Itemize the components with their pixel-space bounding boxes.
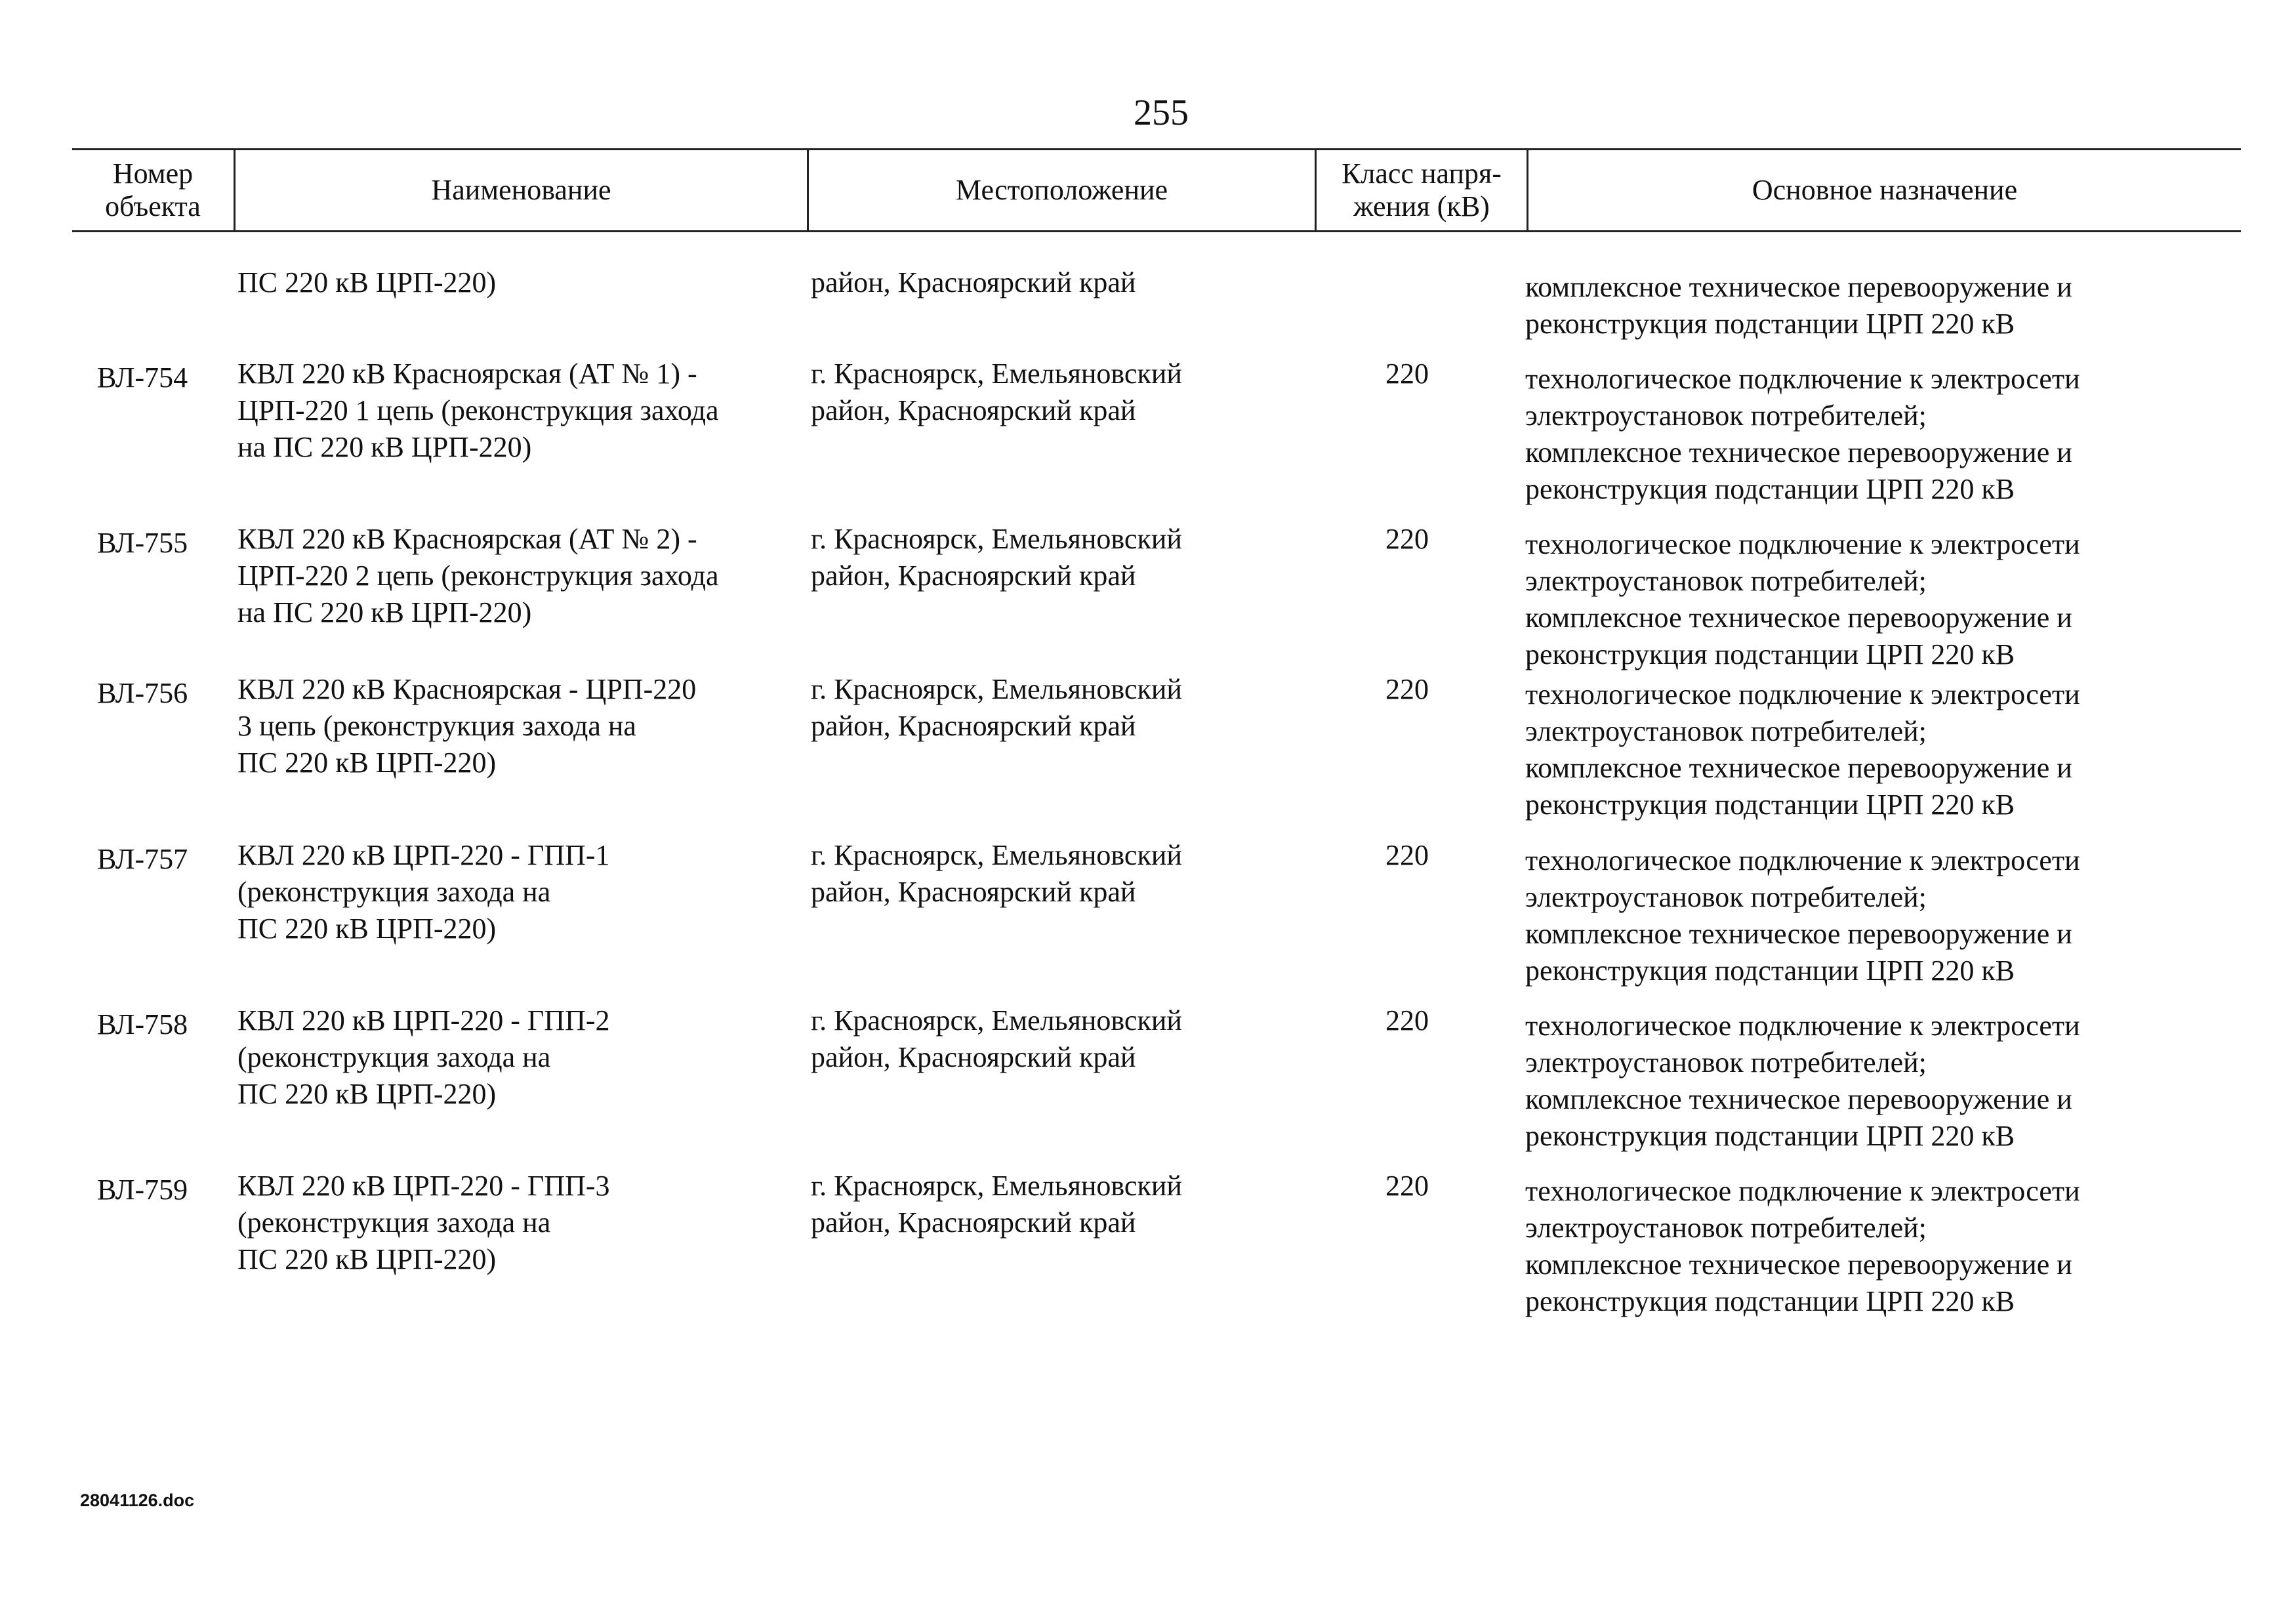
object-purpose: технологическое подключение к электросети электроустановок потребителей; комплексное техническое перевооружение и реконструкция подстанции ЦРП 220 кВ (1525, 1175, 2080, 1317)
object-location: г. Красноярск, Емельяновский район, Красноярский край (811, 1170, 1182, 1239)
object-voltage: 220 (1385, 673, 1429, 705)
header-voltage: Класс напря- жения (кВ) (1315, 150, 1527, 230)
object-location: г. Красноярск, Емельяновский район, Красноярский край (811, 523, 1182, 592)
object-number: ВЛ-754 (97, 361, 188, 394)
object-purpose: технологическое подключение к электросети электроустановок потребителей; комплексное техническое перевооружение и реконструкция подстанции ЦРП 220 кВ (1525, 678, 2080, 821)
header-number: Номер объекта (105, 157, 201, 222)
object-location: район, Красноярский край (811, 266, 1136, 298)
document-filename: 28041126.doc (80, 1490, 195, 1510)
object-voltage: 220 (1385, 1004, 1429, 1037)
object-purpose: технологическое подключение к электросети электроустановок потребителей; комплексное техническое перевооружение и реконструкция подстанции ЦРП 220 кВ (1525, 363, 2080, 505)
object-name: КВЛ 220 кВ Красноярская (АТ № 1) - ЦРП-220 1 цепь (реконструкция захода на ПС 220 кВ ЦРП-220) (237, 358, 719, 463)
object-location: г. Красноярск, Емельяновский район, Красноярский край (811, 358, 1182, 426)
object-number: ВЛ-758 (97, 1008, 188, 1040)
object-voltage: 220 (1385, 358, 1429, 390)
object-purpose: комплексное техническое перевооружение и реконструкция подстанции ЦРП 220 кВ (1525, 271, 2072, 340)
object-number: ВЛ-759 (97, 1174, 188, 1206)
object-voltage: 220 (1385, 1170, 1429, 1202)
header-location: Местоположение (807, 150, 1315, 230)
table-header (72, 148, 2241, 232)
object-location: г. Красноярск, Емельяновский район, Красноярский край (811, 1004, 1182, 1073)
object-name: ПС 220 кВ ЦРП-220) (237, 266, 497, 298)
object-voltage: 220 (1385, 523, 1429, 555)
object-name: КВЛ 220 кВ ЦРП-220 - ГПП-2 (реконструкция захода на ПС 220 кВ ЦРП-220) (237, 1004, 610, 1110)
object-name: КВЛ 220 кВ ЦРП-220 - ГПП-1 (реконструкция захода на ПС 220 кВ ЦРП-220) (237, 839, 610, 945)
object-name: КВЛ 220 кВ Красноярская - ЦРП-220 3 цепь (реконструкция захода на ПС 220 кВ ЦРП-220) (237, 673, 697, 779)
object-purpose: технологическое подключение к электросети электроустановок потребителей; комплексное техническое перевооружение и реконструкция подстанции ЦРП 220 кВ (1525, 844, 2080, 987)
object-name: КВЛ 220 кВ ЦРП-220 - ГПП-3 (реконструкция захода на ПС 220 кВ ЦРП-220) (237, 1170, 610, 1275)
object-number: ВЛ-755 (97, 527, 188, 559)
page-number: 255 (1134, 92, 1189, 133)
object-location: г. Красноярск, Емельяновский район, Красноярский край (811, 839, 1182, 908)
object-number: ВЛ-757 (97, 843, 188, 875)
object-purpose: технологическое подключение к электросети электроустановок потребителей; комплексное техническое перевооружение и реконструкция подстанции ЦРП 220 кВ (1525, 528, 2080, 670)
object-purpose: технологическое подключение к электросети электроустановок потребителей; комплексное техническое перевооружение и реконструкция подстанции ЦРП 220 кВ (1525, 1010, 2080, 1152)
object-number: ВЛ-756 (97, 677, 188, 709)
object-location: г. Красноярск, Емельяновский район, Красноярский край (811, 673, 1182, 742)
object-voltage: 220 (1385, 839, 1429, 871)
header-name: Наименование (234, 150, 807, 230)
object-name: КВЛ 220 кВ Красноярская (АТ № 2) - ЦРП-220 2 цепь (реконструкция захода на ПС 220 кВ ЦРП-220) (237, 523, 719, 628)
header-purpose: Основное назначение (1527, 150, 2241, 230)
